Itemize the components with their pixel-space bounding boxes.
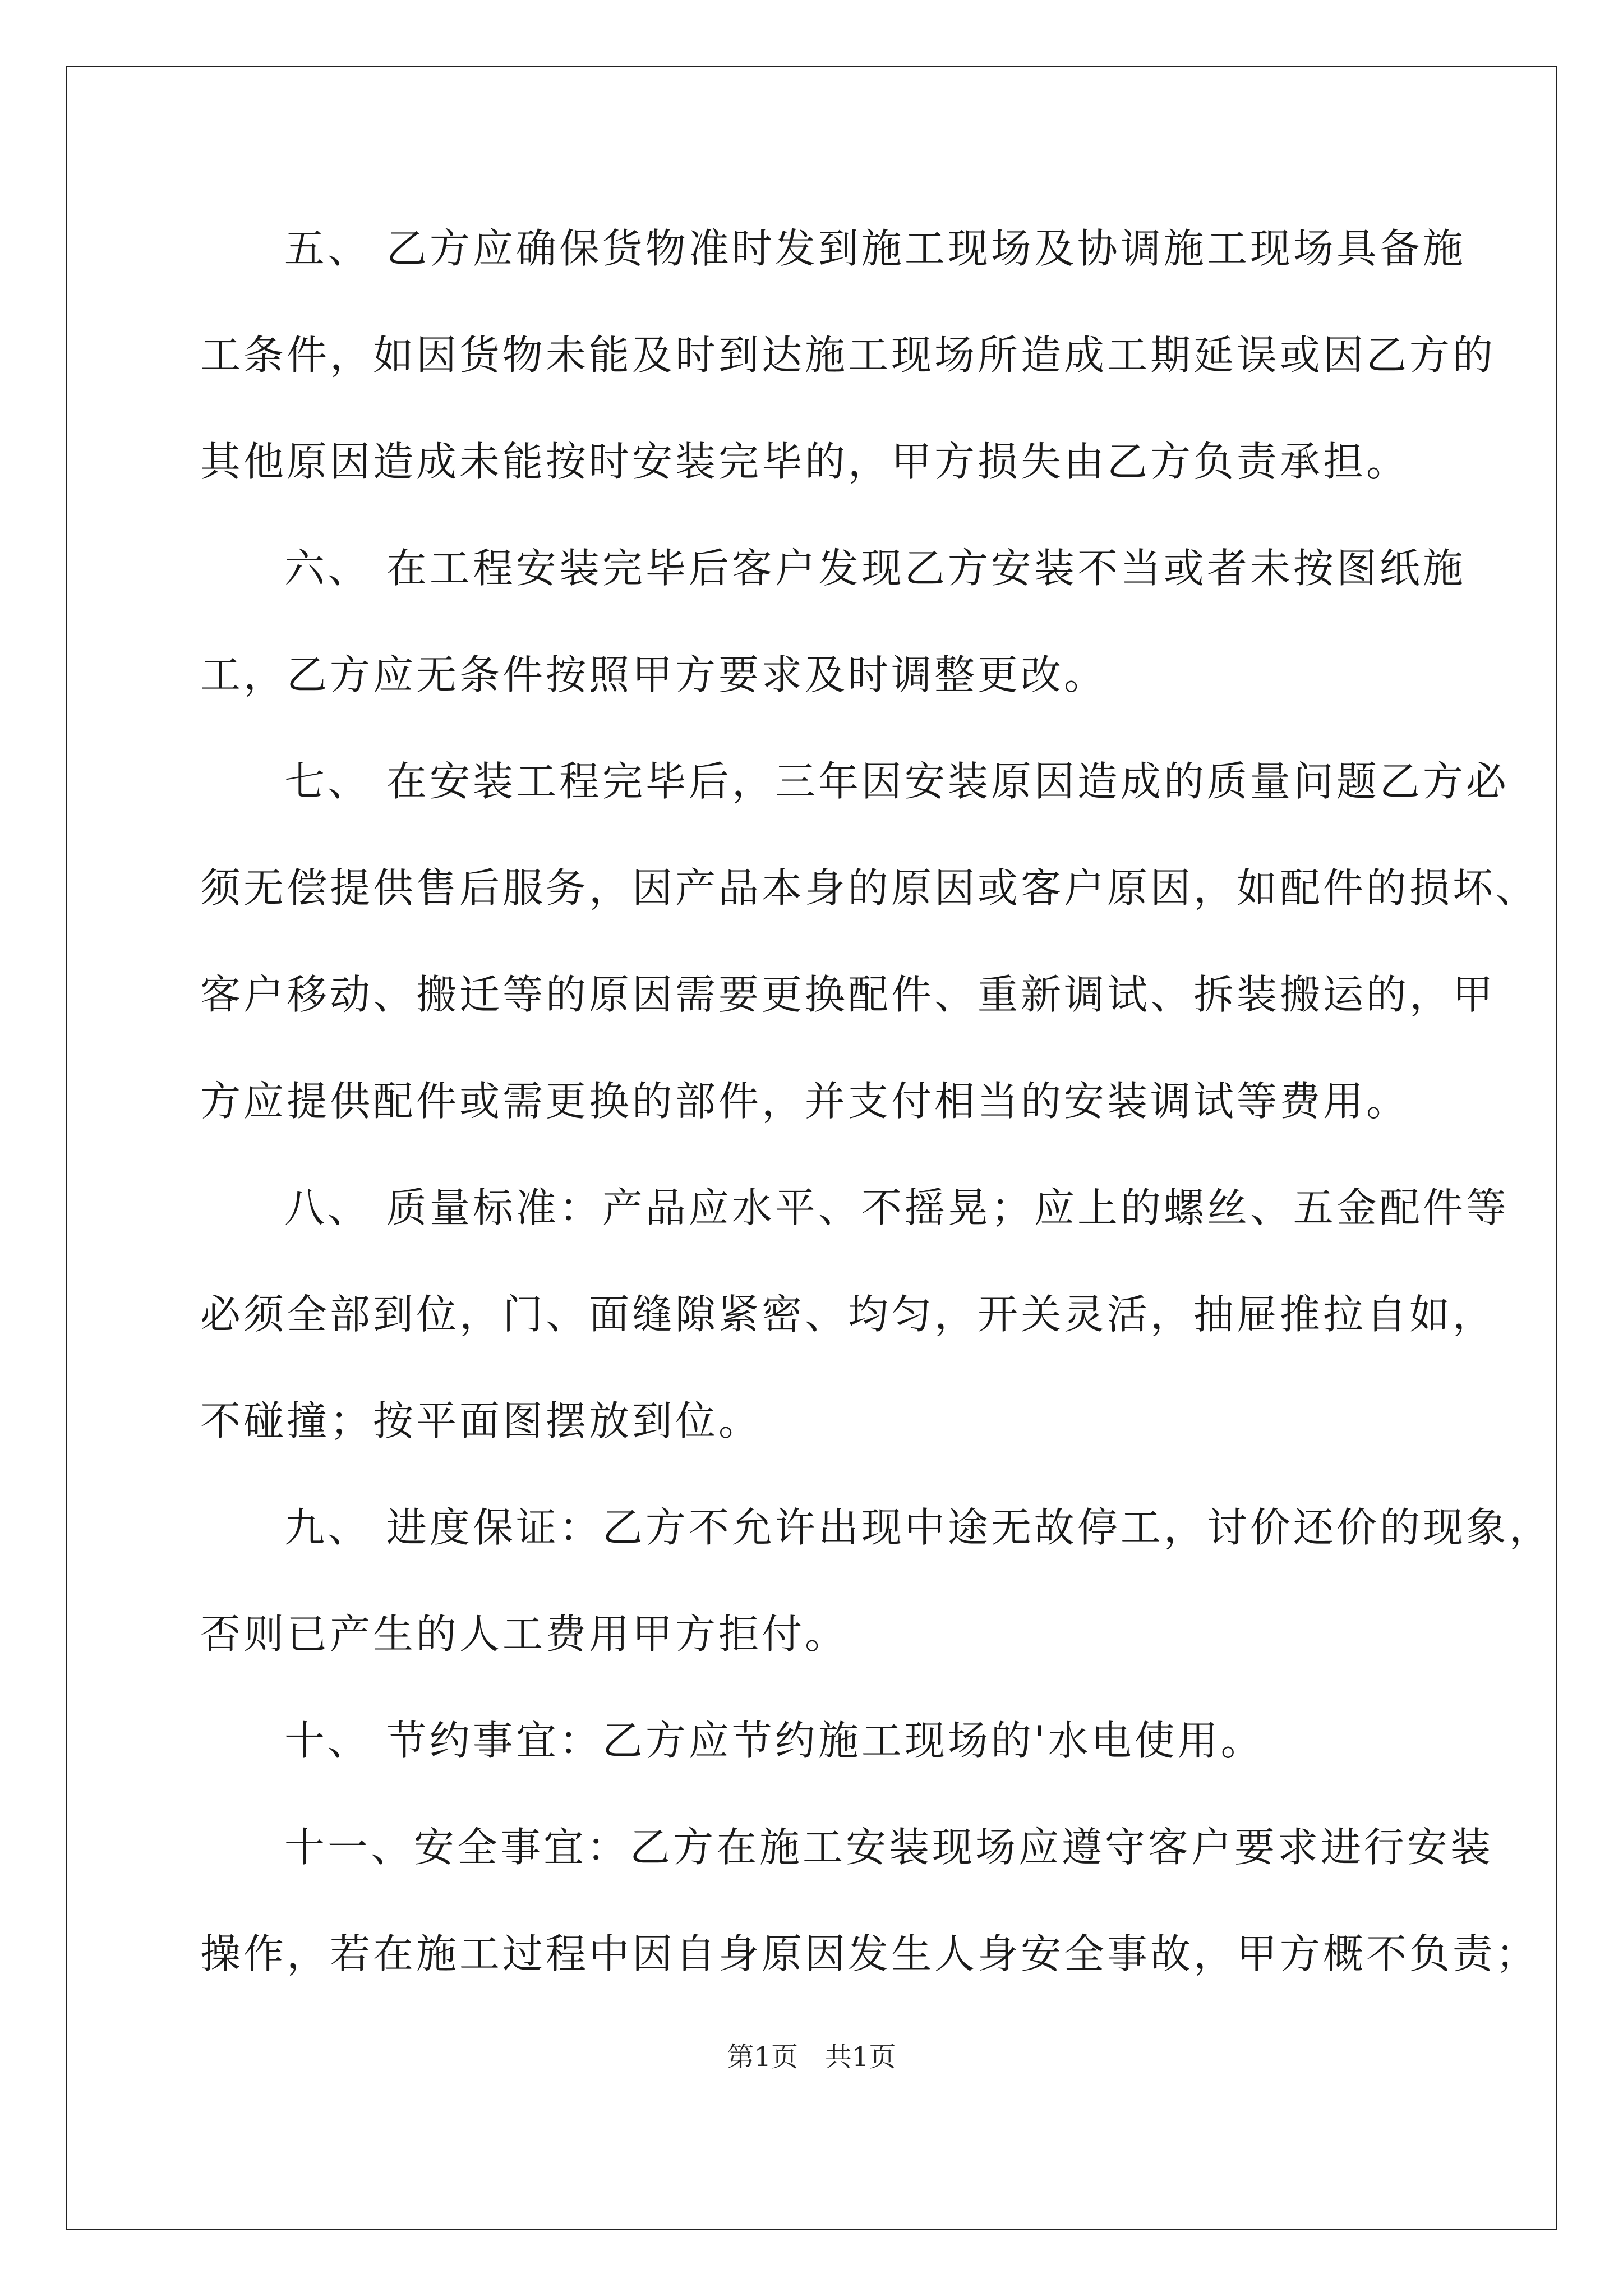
clause-6-line-1: 六、 在工程安装完毕后客户发现乙方安装不当或者未按图纸施 bbox=[284, 545, 1466, 592]
clause-9-line-2: 否则已产生的人工费用甲方拒付。 bbox=[200, 1611, 849, 1658]
clause-9-line-1: 九、 进度保证：乙方不允许出现中途无故停工，讨价还价的现象， bbox=[284, 1504, 1552, 1551]
clause-8-line-1: 八、 质量标准：产品应水平、不摇晃；应上的螺丝、五金配件等 bbox=[284, 1184, 1509, 1231]
clause-5-line-2: 工条件，如因货物未能及时到达施工现场所造成工期延误或因乙方的 bbox=[200, 332, 1496, 379]
clause-7-line-2: 须无偿提供售后服务，因产品本身的原因或客户原因，如配件的损坏、 bbox=[200, 864, 1539, 912]
clause-8-line-2: 必须全部到位，门、面缝隙紧密、均匀，开关灵活，抽屉推拉自如， bbox=[200, 1291, 1496, 1338]
clause-7-line-4: 方应提供配件或需更换的部件，并支付相当的安装调试等费用。 bbox=[200, 1078, 1410, 1125]
clause-11-line-1: 十一、安全事宜：乙方在施工安装现场应遵守客户要求进行安装 bbox=[284, 1824, 1494, 1871]
clause-10-line-1: 十、 节约事宜：乙方应节约施工现场的'水电使用。 bbox=[284, 1717, 1264, 1764]
clause-5-line-3: 其他原因造成未能按时安装完毕的，甲方损失由乙方负责承担。 bbox=[200, 438, 1410, 485]
clause-7-line-1: 七、 在安装工程完毕后，三年因安装原因造成的质量问题乙方必 bbox=[284, 758, 1509, 805]
clause-7-line-3: 客户移动、搬迁等的原因需要更换配件、重新调试、拆装搬运的，甲 bbox=[200, 971, 1496, 1018]
clause-5-line-1: 五、 乙方应确保货物准时发到施工现场及协调施工现场具备施 bbox=[284, 225, 1466, 272]
clause-6-line-2: 工，乙方应无条件按照甲方要求及时调整更改。 bbox=[200, 651, 1108, 698]
page-number: 第1页 共1页 bbox=[727, 2041, 896, 2073]
document-body bbox=[200, 215, 1552, 2027]
clause-11-line-2: 操作，若在施工过程中因自身原因发生人身安全事故，甲方概不负责； bbox=[200, 1930, 1539, 1977]
clause-8-line-3: 不碰撞；按平面图摆放到位。 bbox=[200, 1397, 762, 1444]
